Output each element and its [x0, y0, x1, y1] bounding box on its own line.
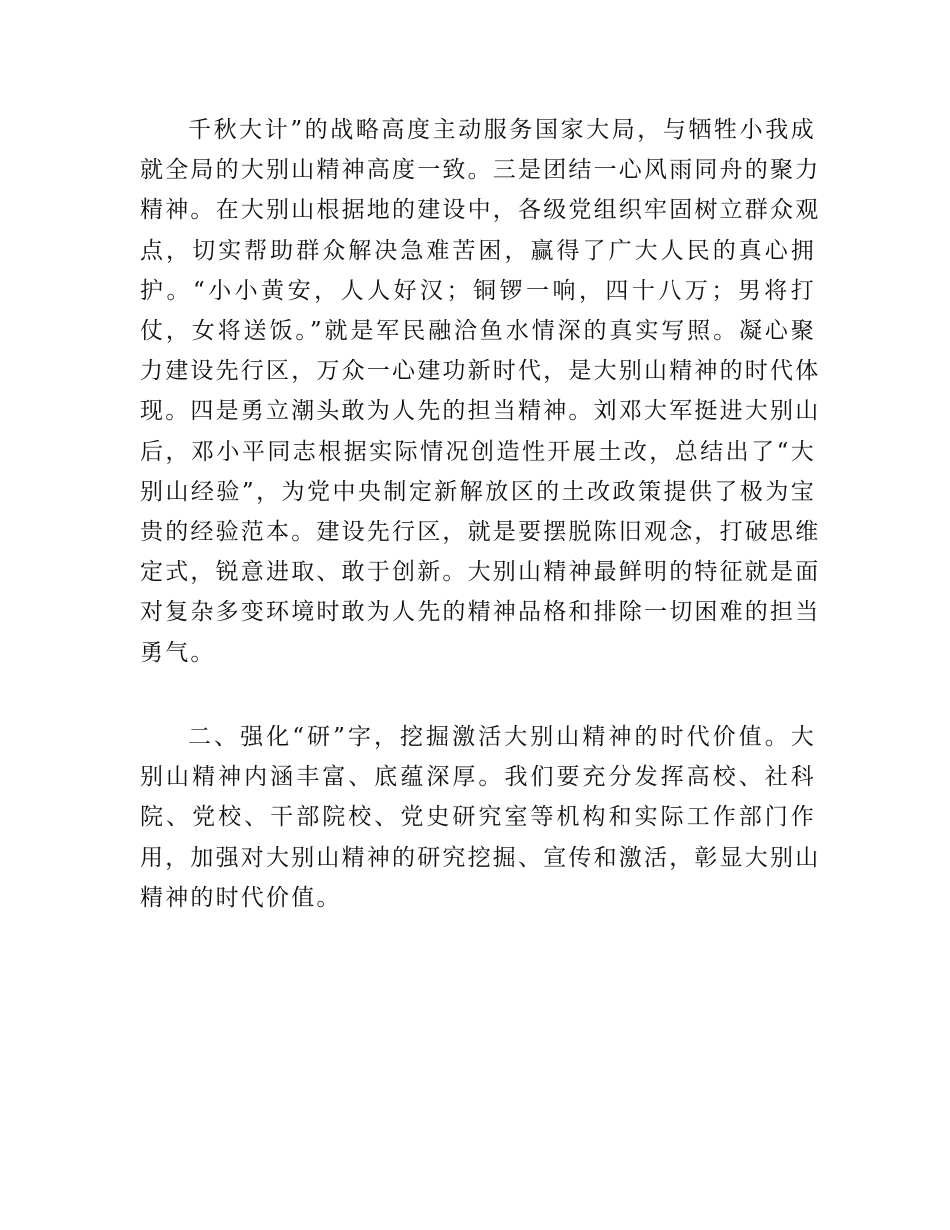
text-line: 定式，锐意进取、敢于创新。大别山精神最鲜明的特征就是面 [140, 559, 821, 586]
text-line: 就全局的大别山精神高度一致。三是团结一心风雨同舟的聚力 [140, 157, 821, 184]
text-line: 精神的时代价值。 [140, 884, 342, 911]
text-line: 院、党校、干部院校、党史研究室等机构和实际工作部门作 [140, 804, 816, 831]
text-line: 精神。在大别山根据地的建设中，各级党组织牢固树立群众观 [140, 197, 821, 224]
text-line: 后，邓小平同志根据实际情况创造性开展土改，总结出了“大 [140, 438, 816, 465]
text-line: 对复杂多变环境时敢为人先的精神品格和排除一切困难的担当 [140, 599, 821, 626]
paragraph-1 [140, 110, 821, 673]
paragraph-2 [140, 717, 821, 918]
text-line: 二、强化“研”字，挖掘激活大别山精神的时代价值。大 [188, 724, 816, 750]
text-line: 贵的经验范本。建设先行区，就是要摆脱陈旧观念，打破思维 [140, 519, 821, 546]
text-line: 现。四是勇立潮头敢为人先的担当精神。刘邓大军挺进大别山 [140, 398, 821, 425]
text-line: 用，加强对大别山精神的研究挖掘、宣传和激活，彰显大别山 [140, 844, 821, 871]
text-line: 勇气。 [140, 639, 216, 666]
text-line: 仗，女将送饭。”就是军民融洽鱼水情深的真实写照。凝心聚 [140, 318, 816, 345]
text-line: 别山经验”，为党中央制定新解放区的土改政策提供了极为宝 [140, 478, 816, 505]
text-line: 千秋大计”的战略高度主动服务国家大局，与牺牲小我成 [188, 117, 816, 143]
text-line: 护。“小小黄安，人人好汉；铜锣一响，四十八万；男将打 [140, 277, 816, 304]
text-line: 别山精神内涵丰富、底蕴深厚。我们要充分发挥高校、社科 [140, 764, 816, 791]
text-line: 力建设先行区，万众一心建功新时代，是大别山精神的时代体 [140, 358, 821, 385]
text-line: 点，切实帮助群众解决急难苦困，赢得了广大人民的真心拥 [140, 237, 816, 264]
